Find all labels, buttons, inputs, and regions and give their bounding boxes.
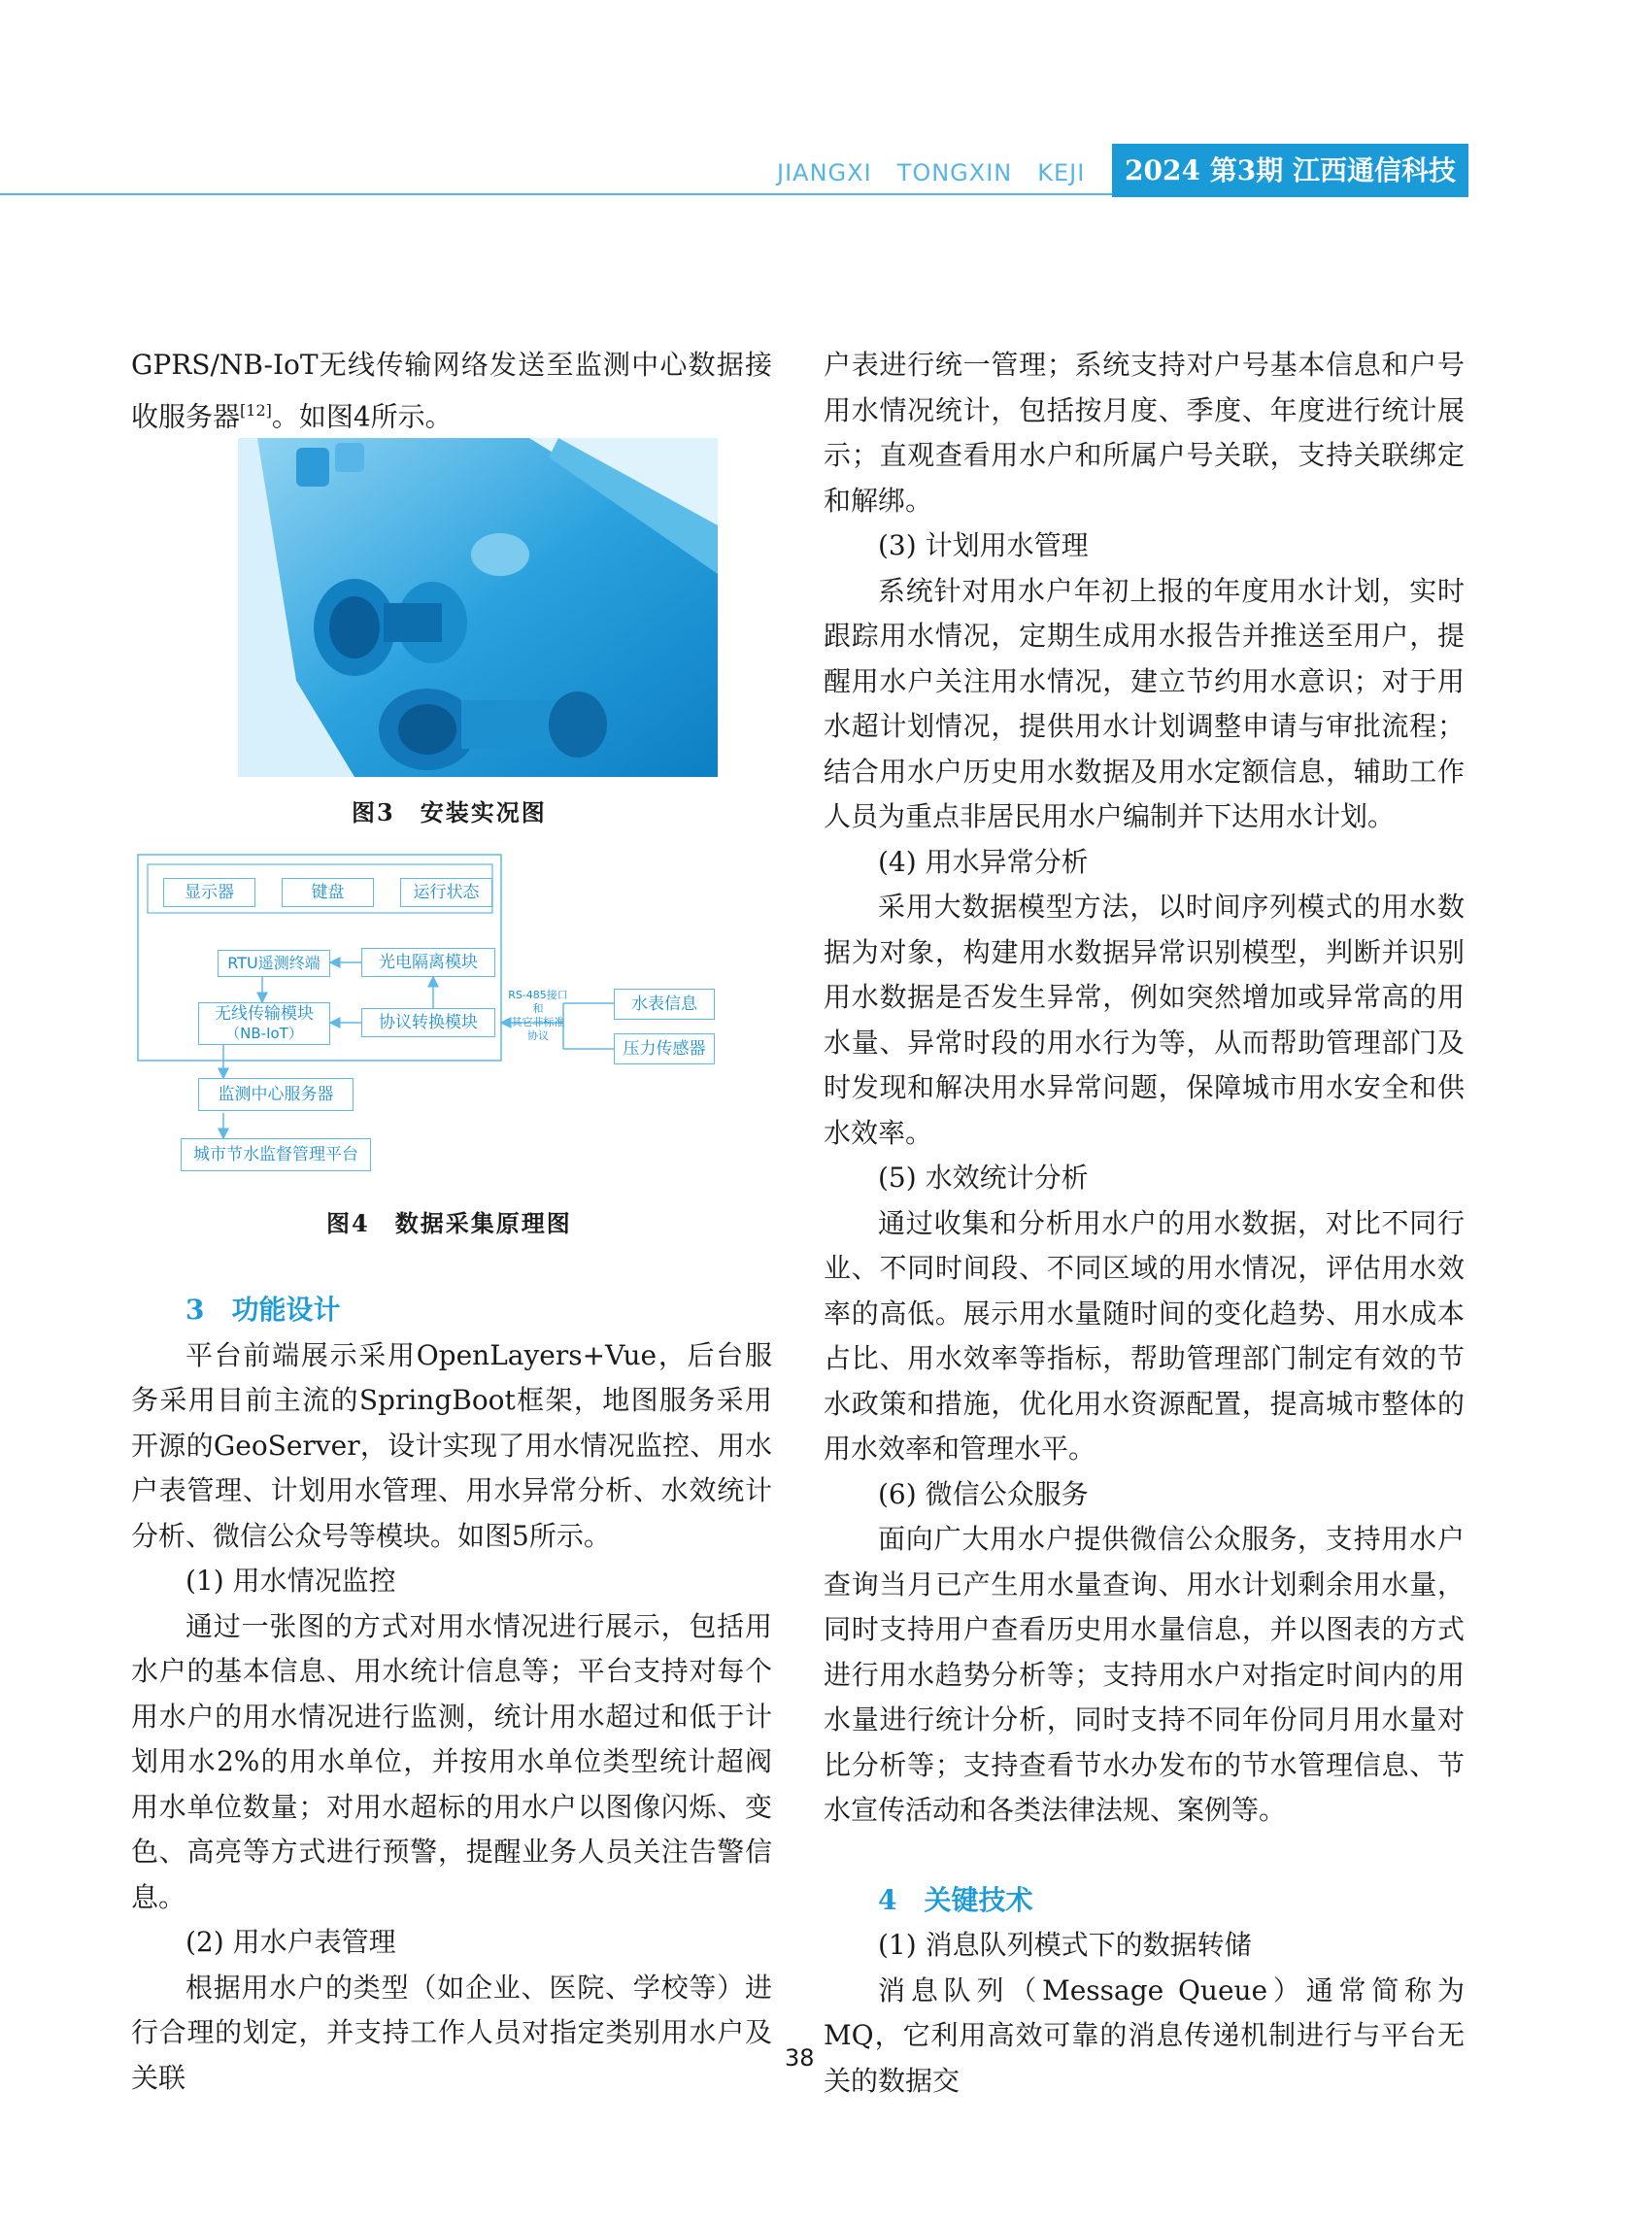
paragraph: 通过一张图的方式对用水情况进行展示，包括用水户的基本信息、用水统计信息等；平台支持对每个用水户的用水情况进行监测，统计用水超过和低于计划用水2%的用水单位，并按用水单位类型统计超阀用水单位数量；对用水超标的用水户以图像闪烁、变色、高亮等方式进行预警，提醒业务人员关注告警信息。 [131,1609,772,1913]
subsection-title: (3) 计划用水管理 [878,529,1089,561]
monitoring-server-box: 监测中心服务器 [198,1078,354,1111]
paragraph: 户表进行统一管理；系统支持对户号基本信息和户号用水情况统计，包括按月度、季度、年度进行统计展示；直观查看用水户和所属户号关联，支持关联绑定和解绑。 [824,349,1465,517]
header-rule [0,193,1112,195]
installation-photo [238,438,718,777]
paragraph: 消息队列（Message Queue）通常简称为MQ，它利用高效可靠的消息传递机制进行与平台无关的数据交 [824,1973,1465,2097]
rs485-label [507,989,569,1043]
section-4-title: 4 关键技术 [878,1883,1033,1916]
subsection-title: (2) 用水户表管理 [185,1926,396,1958]
paragraph: 平台前端展示采用OpenLayers+Vue，后台服务采用目前主流的SpringBoot框架，地图服务采用开源的GeoServer，设计实现了用水情况监控、用水户表管理、计划用水管理、用水异常分析、水效统计分析、微信公众号等模块。如图5所示。 [131,1338,772,1552]
paragraph: 面向广大用水户提供微信公众服务，支持用水户查询当月已产生用水量查询、用水计划剩余用水量，同时支持用户查看历史用水量信息，并以图表的方式进行用水趋势分析等；支持用水户对指定时间内的用水量进行统计分析，同时支持不同年份同月用水量对比分析等；支持查看节水办发布的节水管理信息、节水宣传活动和各类法律法规、案例等。 [824,1523,1465,1826]
rtu-terminal-box: RTU遥测终端 [218,950,330,977]
rs485-line1: RS-485接口和 [508,989,568,1015]
protocol-conversion-box: 协议转换模块 [361,1008,495,1037]
intro-paragraph [131,343,772,439]
run-status-box: 运行状态 [400,878,492,907]
paragraph: 根据用水户的类型（如企业、医院、学校等）进行合理的划定，并支持工作人员对指定类别用水户及关联 [131,1971,772,2094]
subsection-title: (4) 用水异常分析 [878,845,1089,878]
pressure-sensor-box: 压力传感器 [614,1033,715,1064]
left-column-body [131,1288,772,2101]
paragraph: 采用大数据模型方法，以时间序列模式的用水数据为对象，构建用水数据异常识别模型，判断并识别用水数据是否发生异常，例如突然增加或异常高的用水量、异常时段的用水行为等，从而帮助管理部门及时发现和解决用水异常问题，保障城市用水安全和供水效率。 [824,891,1465,1149]
display-box: 显示器 [163,878,255,907]
paragraph: 系统针对用水户年初上报的年度用水计划，实时跟踪用水情况，定期生成用水报告并推送至用户，提醒用水户关注用水情况，建立节约用水意识；对于用水超计划情况，提供用水计划调整申请与审批流程；结合用水户历史用水数据及用水定额信息，辅助工作人员为重点非居民用水户编制并下达用水计划。 [824,574,1465,832]
subsection-title: (6) 微信公众服务 [878,1477,1089,1510]
journal-latin-word: JIANGXI [777,159,872,186]
wireless-module-sublabel: （NB-IoT） [225,1025,303,1042]
figure-4-caption: 图4 数据采集原理图 [326,1209,572,1237]
paragraph: 通过收集和分析用水户的用水数据，对比不同行业、不同时间段、不同区域的用水情况，评估用水效率的高低。展示用水量随时间的变化趋势、用水成本占比、用水效率等指标，帮助管理部门制定有效的节水政策和措施，优化用水资源配置，提高城市整体的用水效率和管理水平。 [824,1206,1465,1465]
subsection-title: (1) 消息队列模式下的数据转储 [878,1929,1252,1961]
urban-water-platform-box: 城市节水监督管理平台 [181,1138,371,1171]
optical-isolation-box: 光电隔离模块 [361,948,495,977]
keyboard-box: 键盘 [282,878,374,907]
data-collection-diagram [136,853,777,1183]
wireless-module-label: 无线传输模块 [215,1004,314,1024]
intro-text: GPRS/NB-IoT无线传输网络发送至监测中心数据接收服务器 [131,349,772,432]
subsection-title: (5) 水效统计分析 [878,1162,1089,1194]
page-number: 38 [785,2044,815,2072]
right-column-body [824,343,1465,2104]
installation-photo-graphic [238,438,718,777]
subsection-title: (1) 用水情况监控 [185,1565,396,1597]
journal-latin-name [777,159,1110,186]
intro-text-end: 。如图4所示。 [271,399,453,432]
journal-latin-word: KEJI [1037,159,1086,186]
journal-issue-banner: 2024 第3期 江西通信科技 [1112,144,1468,197]
citation: [12] [240,400,272,420]
rs485-line2: 其它非标准协议 [511,1016,565,1042]
wireless-module-box [198,1002,330,1045]
water-meter-info-box: 水表信息 [614,989,715,1020]
section-3-title: 3 功能设计 [185,1294,341,1326]
left-intro [131,343,772,439]
figure-3-caption: 图3 安装实况图 [352,798,547,826]
journal-latin-word: TONGXIN [896,159,1013,186]
